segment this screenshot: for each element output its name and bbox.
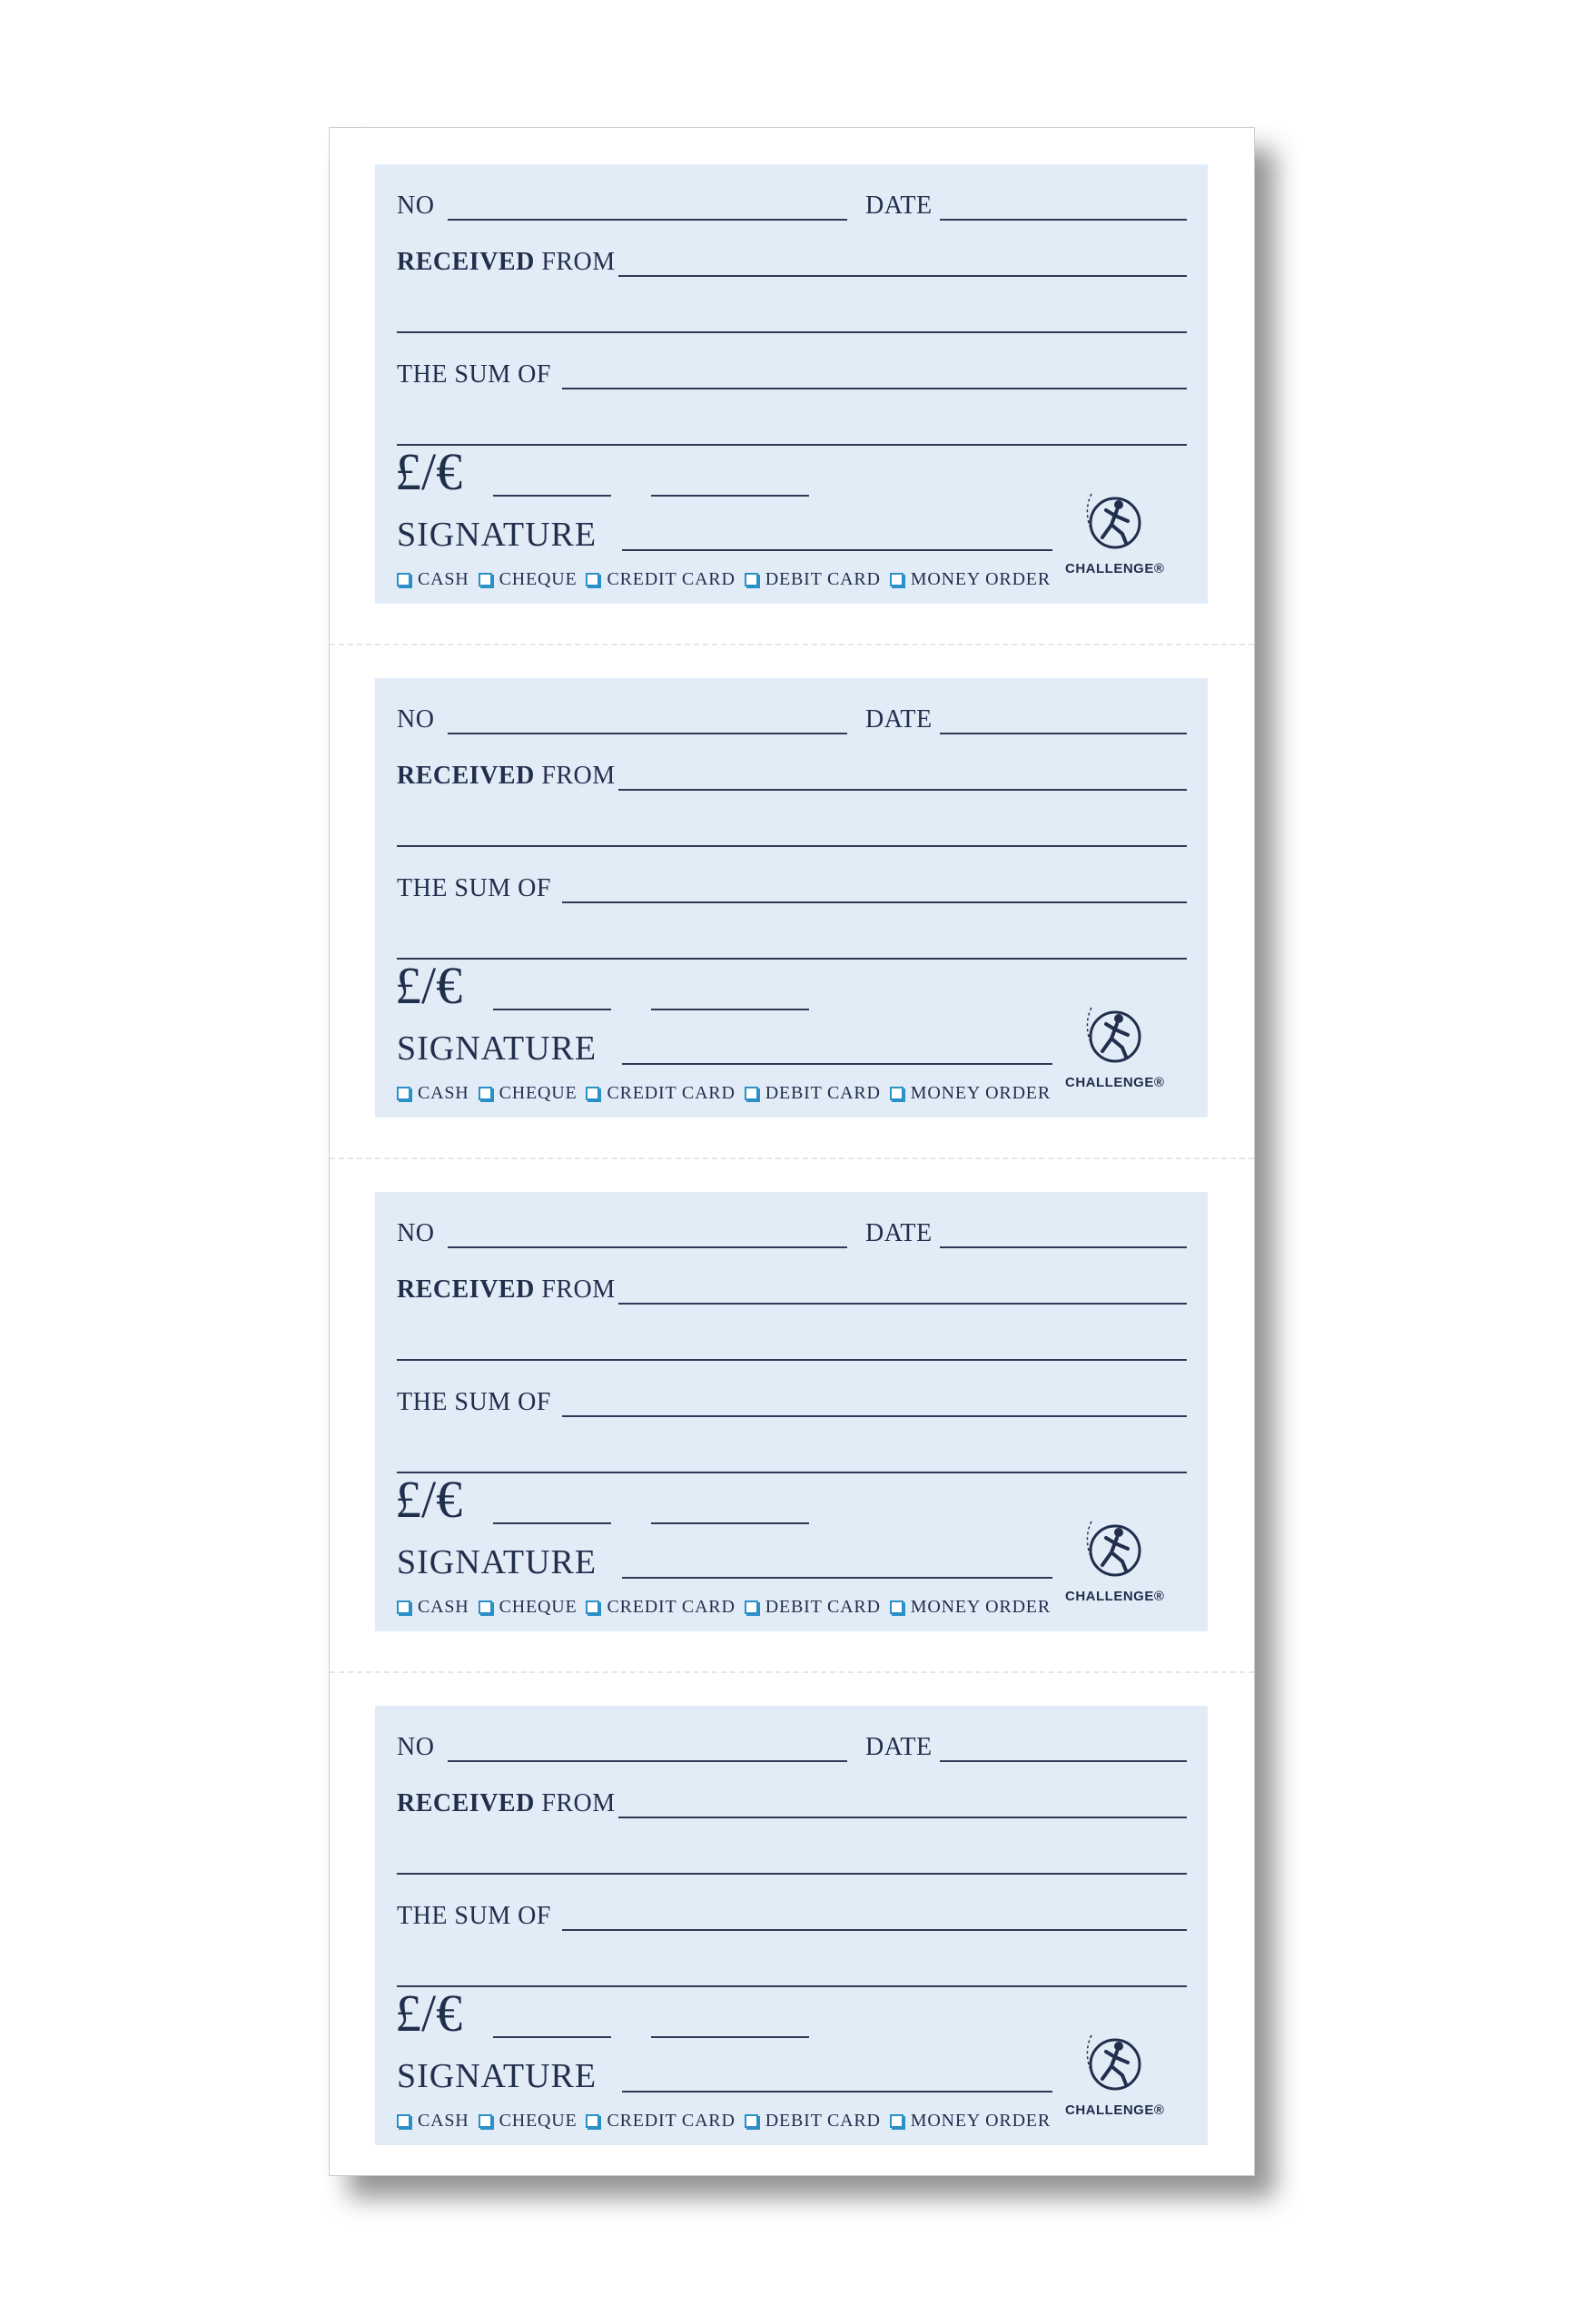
no-label: NO [397,1733,435,1761]
checkbox-icon[interactable] [745,1087,758,1100]
currency-label: £/€ [395,1984,463,2043]
signature-field[interactable] [622,1577,1052,1579]
no-field[interactable] [448,733,847,734]
received-from-label [397,763,616,789]
checkbox-icon[interactable] [745,2114,758,2128]
received-from-label [397,250,616,275]
brand-name: CHALLENGE® [1065,2102,1165,2118]
receipt-2 [375,678,1208,1118]
sum-of-field[interactable] [562,388,1187,389]
checkbox-icon[interactable] [890,1600,903,1614]
payment-method-money-order[interactable]: MONEY ORDER [890,1084,1051,1102]
received-from-field[interactable] [618,1303,1187,1305]
payment-method-cheque[interactable]: CHEQUE [479,1598,578,1616]
received-rest: FROM [534,762,616,790]
sum-of-field-2[interactable] [397,444,1187,446]
received-from-field[interactable] [618,789,1187,791]
checkbox-icon[interactable] [397,573,410,586]
amount-major-field[interactable] [493,495,611,497]
payment-method-cash[interactable]: CASH [397,2112,469,2130]
received-bold: RECEIVED [397,248,535,276]
payment-method-money-order[interactable]: MONEY ORDER [890,2112,1051,2130]
received-from-field-2[interactable] [397,1359,1187,1361]
payment-method-cash[interactable]: CASH [397,1598,469,1616]
receipt-1 [375,164,1208,604]
payment-method-debit-card[interactable]: DEBIT CARD [745,1084,881,1102]
payment-method-cash[interactable]: CASH [397,570,469,588]
date-label: DATE [865,192,933,220]
perforation-1[interactable] [330,644,1254,645]
perforation-2[interactable] [330,1157,1254,1159]
checkbox-icon[interactable] [479,1600,492,1614]
signature-label: SIGNATURE [397,2057,597,2095]
checkbox-icon[interactable] [586,1087,599,1100]
received-rest: FROM [534,1275,616,1304]
received-from-field-2[interactable] [397,331,1187,333]
checkbox-icon[interactable] [890,1087,903,1100]
received-bold: RECEIVED [397,1789,535,1817]
payment-method-cheque[interactable]: CHEQUE [479,2112,578,2130]
payment-methods [397,1084,1060,1102]
sum-of-field-2[interactable] [397,958,1187,960]
sum-of-field[interactable] [562,1415,1187,1417]
payment-method-credit-card[interactable]: CREDIT CARD [586,1598,735,1616]
payment-methods [397,570,1060,588]
signature-label: SIGNATURE [397,516,597,554]
amount-major-field[interactable] [493,1009,611,1010]
received-from-field-2[interactable] [397,1873,1187,1875]
payment-method-cheque[interactable]: CHEQUE [479,1084,578,1102]
date-field[interactable] [940,1246,1187,1248]
date-label: DATE [865,705,933,734]
date-label: DATE [865,1219,933,1247]
signature-field[interactable] [622,1063,1052,1065]
payment-method-credit-card[interactable]: CREDIT CARD [586,1084,735,1102]
checkbox-icon[interactable] [745,573,758,586]
sum-of-field-2[interactable] [397,1472,1187,1473]
received-bold: RECEIVED [397,762,535,790]
brand-name: CHALLENGE® [1065,561,1165,576]
currency-label: £/€ [395,442,463,501]
sum-of-field[interactable] [562,901,1187,903]
payment-method-debit-card[interactable]: DEBIT CARD [745,2112,881,2130]
brand-name: CHALLENGE® [1065,1589,1165,1604]
checkbox-icon[interactable] [586,2114,599,2128]
no-label: NO [397,705,435,734]
receipt-book-sheet [329,127,1255,2176]
currency-label: £/€ [395,1470,463,1529]
received-from-field[interactable] [618,275,1187,277]
payment-method-debit-card[interactable]: DEBIT CARD [745,1598,881,1616]
checkbox-icon[interactable] [397,1600,410,1614]
challenge-runner-logo-icon [1068,1000,1159,1064]
no-field[interactable] [448,219,847,221]
payment-method-money-order[interactable]: MONEY ORDER [890,570,1051,588]
payment-method-debit-card[interactable]: DEBIT CARD [745,570,881,588]
checkbox-icon[interactable] [890,2114,903,2128]
date-field[interactable] [940,1760,1187,1762]
received-bold: RECEIVED [397,1275,535,1304]
sum-of-field-2[interactable] [397,1985,1187,1987]
sum-of-label: THE SUM OF [397,360,551,389]
checkbox-icon[interactable] [397,2114,410,2128]
sum-of-field[interactable] [562,1929,1187,1931]
challenge-runner-logo-icon [1068,487,1159,550]
sum-of-label: THE SUM OF [397,874,551,902]
signature-field[interactable] [622,549,1052,551]
checkbox-icon[interactable] [479,573,492,586]
amount-major-field[interactable] [493,2036,611,2038]
checkbox-icon[interactable] [890,573,903,586]
payment-method-credit-card[interactable]: CREDIT CARD [586,570,735,588]
payment-method-money-order[interactable]: MONEY ORDER [890,1598,1051,1616]
challenge-runner-logo-icon [1068,1514,1159,1578]
received-from-field-2[interactable] [397,845,1187,847]
receipt-3 [375,1192,1208,1631]
amount-minor-field[interactable] [651,1009,809,1010]
sum-of-label: THE SUM OF [397,1388,551,1416]
date-field[interactable] [940,733,1187,734]
payment-method-cheque[interactable]: CHEQUE [479,570,578,588]
amount-minor-field[interactable] [651,495,809,497]
amount-major-field[interactable] [493,1522,611,1524]
no-field[interactable] [448,1760,847,1762]
no-field[interactable] [448,1246,847,1248]
amount-minor-field[interactable] [651,2036,809,2038]
currency-label: £/€ [395,956,463,1015]
brand-name: CHALLENGE® [1065,1075,1165,1090]
received-from-label [397,1277,616,1303]
signature-label: SIGNATURE [397,1029,597,1068]
checkbox-icon[interactable] [397,1087,410,1100]
payment-method-cash[interactable]: CASH [397,1084,469,1102]
payment-methods [397,1598,1060,1616]
receipt-4 [375,1706,1208,2145]
challenge-runner-logo-icon [1068,2028,1159,2092]
checkbox-icon[interactable] [479,1087,492,1100]
signature-label: SIGNATURE [397,1543,597,1581]
sum-of-label: THE SUM OF [397,1902,551,1930]
no-label: NO [397,192,435,220]
received-from-label [397,1791,616,1817]
payment-methods [397,2112,1060,2130]
received-rest: FROM [534,248,616,276]
signature-field[interactable] [622,2091,1052,2093]
checkbox-icon[interactable] [586,1600,599,1614]
no-label: NO [397,1219,435,1247]
payment-method-credit-card[interactable]: CREDIT CARD [586,2112,735,2130]
perforation-3[interactable] [330,1671,1254,1673]
date-label: DATE [865,1733,933,1761]
amount-minor-field[interactable] [651,1522,809,1524]
received-from-field[interactable] [618,1817,1187,1818]
date-field[interactable] [940,219,1187,221]
checkbox-icon[interactable] [586,573,599,586]
checkbox-icon[interactable] [745,1600,758,1614]
checkbox-icon[interactable] [479,2114,492,2128]
received-rest: FROM [534,1789,616,1817]
